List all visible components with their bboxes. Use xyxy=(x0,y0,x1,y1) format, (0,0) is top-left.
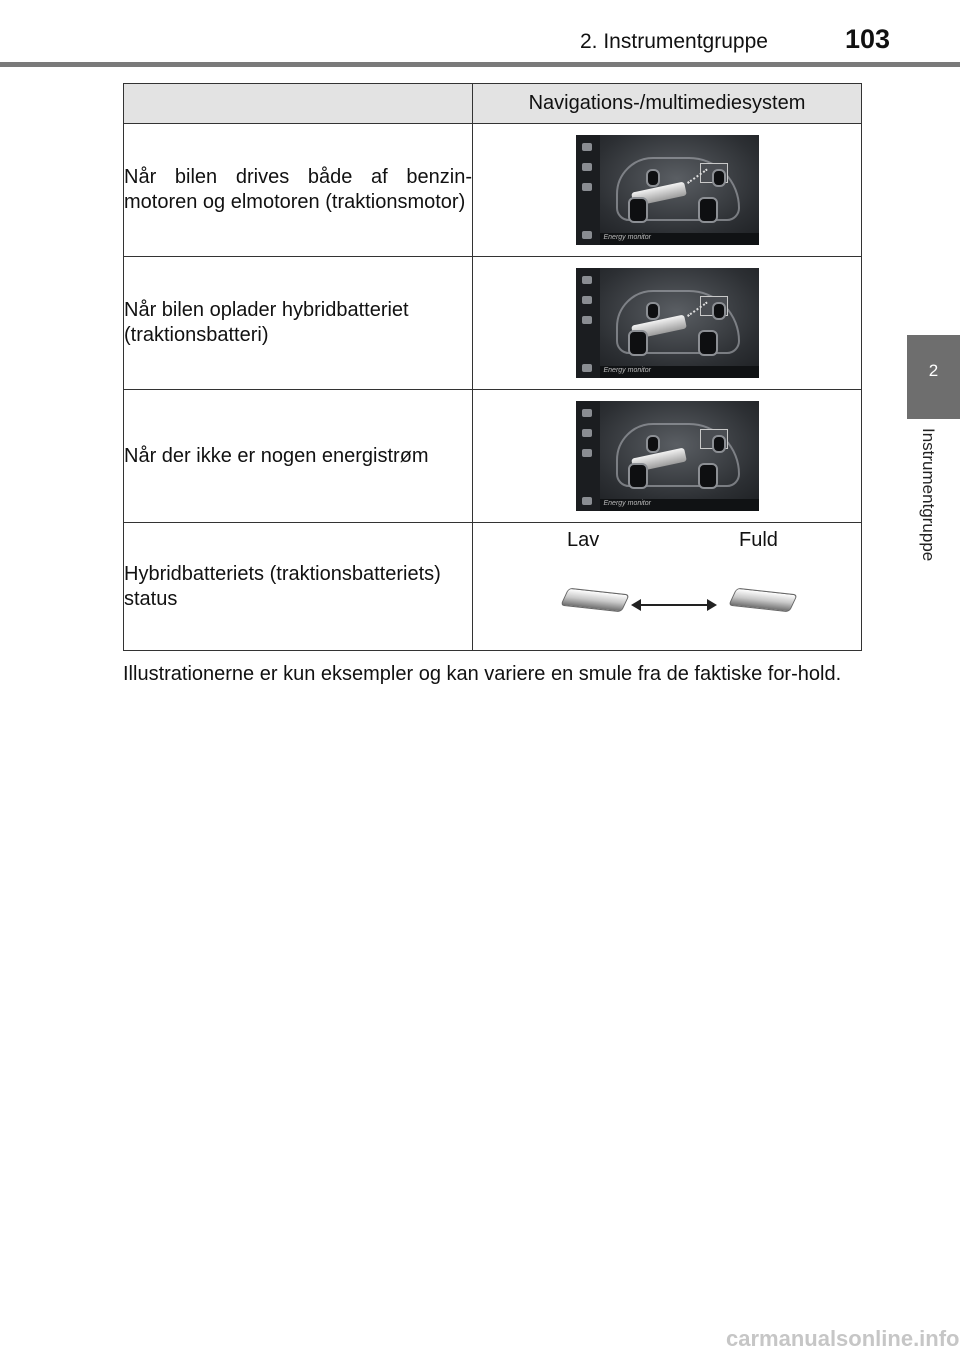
illustration-note: Illustrationerne er kun eksempler og kan variere en smule fra de faktiske for-hold. xyxy=(123,663,842,685)
screen-cell xyxy=(473,257,862,390)
screen-footer xyxy=(600,366,759,378)
screen-caption: Energy monitor xyxy=(603,234,651,241)
screen-menu xyxy=(576,135,600,245)
screen-menu xyxy=(576,268,600,378)
screen-caption: Energy monitor xyxy=(603,367,651,374)
chapter-tab xyxy=(907,335,960,419)
watermark: carmanualsonline.info xyxy=(726,1326,960,1351)
table-row xyxy=(124,257,862,390)
section-title: 2. Instrumentgruppe xyxy=(580,30,768,53)
energy-monitor-screenshot xyxy=(576,401,759,511)
screen-footer xyxy=(600,499,759,511)
header-rule xyxy=(0,62,960,67)
battery-low-icon xyxy=(560,588,630,613)
table-row xyxy=(124,523,862,651)
row-description: Hybridbatteriets (traktionsbatteriets) status xyxy=(124,523,473,651)
table-row xyxy=(124,390,862,523)
row-description: Når bilen drives både af benzin-motoren og elmotoren (traktionsmotor) xyxy=(124,124,473,257)
energy-monitor-screenshot xyxy=(576,268,759,378)
screen-cell xyxy=(473,124,862,257)
page-number: 103 xyxy=(845,24,891,54)
screen-caption: Energy monitor xyxy=(603,500,651,507)
battery-full-label: Fuld xyxy=(739,529,778,551)
energy-monitor-table xyxy=(123,83,862,651)
row-description: Når der ikke er nogen energistrøm xyxy=(124,390,473,523)
battery-full-icon xyxy=(728,588,798,613)
column-header: Navigations-/multimediesystem xyxy=(473,84,862,124)
battery-status-cell xyxy=(473,523,862,651)
chapter-number: 2 xyxy=(928,361,939,380)
row-description: Når bilen oplader hybridbatteriet (traktionsbatteri) xyxy=(124,257,473,390)
screen-menu xyxy=(576,401,600,511)
chapter-label: Instrumentgruppe xyxy=(919,428,938,562)
empty-header-cell xyxy=(124,84,473,124)
double-arrow-icon xyxy=(633,604,715,606)
screen-cell xyxy=(473,390,862,523)
table-row xyxy=(124,124,862,257)
battery-low-label: Lav xyxy=(567,529,600,551)
screen-footer xyxy=(600,233,759,245)
page-header xyxy=(0,0,960,70)
energy-monitor-screenshot xyxy=(576,135,759,245)
